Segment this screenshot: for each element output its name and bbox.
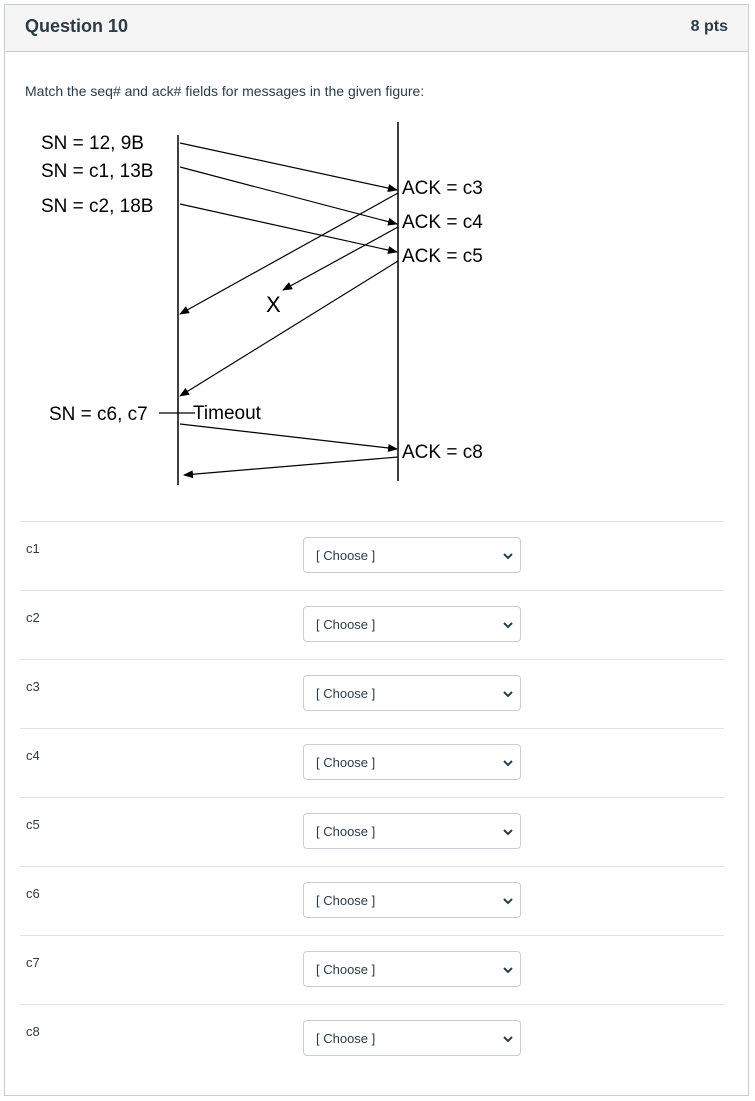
select-placeholder: [ Choose ] <box>316 755 376 770</box>
answer-select-c3[interactable] <box>303 675 521 711</box>
sequence-diagram <box>25 117 505 489</box>
select-placeholder: [ Choose ] <box>316 548 376 563</box>
question-title: Question 10 <box>25 16 129 36</box>
chevron-down-icon <box>502 826 514 838</box>
match-row-label: c7 <box>26 955 40 970</box>
match-row <box>20 659 724 728</box>
answer-select-c7[interactable] <box>303 951 521 987</box>
match-row <box>20 797 724 866</box>
sender-label-3: SN = c2, 18B <box>41 196 154 217</box>
loss-mark: X <box>266 292 281 317</box>
select-placeholder: [ Choose ] <box>316 1031 376 1046</box>
question-header <box>5 5 748 52</box>
sender-label-2: SN = c1, 13B <box>41 161 154 182</box>
retransmit-arrow <box>180 424 397 449</box>
match-row <box>20 935 724 1004</box>
match-row <box>20 590 724 659</box>
match-row <box>20 866 724 935</box>
match-row-label: c3 <box>26 679 40 694</box>
answer-select-c4[interactable] <box>303 744 521 780</box>
answer-select-c8[interactable] <box>303 1020 521 1056</box>
match-row <box>20 521 724 590</box>
select-placeholder: [ Choose ] <box>316 893 376 908</box>
chevron-down-icon <box>502 964 514 976</box>
retransmit-label: SN = c6, c7 <box>49 404 148 425</box>
match-row-label: c6 <box>26 886 40 901</box>
select-placeholder: [ Choose ] <box>316 686 376 701</box>
match-row-label: c2 <box>26 610 40 625</box>
matching-rows <box>20 521 724 1073</box>
final-ack-label: ACK = c8 <box>402 442 483 463</box>
sender-label-1: SN = 12, 9B <box>41 133 144 154</box>
segment-1-arrow <box>180 143 397 190</box>
final-ack-arrow <box>184 457 398 475</box>
timeout-label: Timeout <box>193 403 261 424</box>
ack-label-1: ACK = c3 <box>402 178 483 199</box>
ack-label-2: ACK = c4 <box>402 212 483 233</box>
match-row-label: c5 <box>26 817 40 832</box>
match-row-label: c8 <box>26 1024 40 1039</box>
question-points: 8 pts <box>690 18 728 35</box>
select-placeholder: [ Choose ] <box>316 962 376 977</box>
match-row-label: c1 <box>26 541 40 556</box>
sequence-diagram-figure <box>25 117 505 489</box>
match-row <box>20 1004 724 1073</box>
chevron-down-icon <box>502 1033 514 1045</box>
segment-2-arrow <box>180 167 397 224</box>
answer-select-c2[interactable] <box>303 606 521 642</box>
match-row-label: c4 <box>26 748 40 763</box>
chevron-down-icon <box>502 550 514 562</box>
ack-2-lost-arrow <box>283 227 398 290</box>
ack-3-arrow <box>180 261 398 396</box>
chevron-down-icon <box>502 757 514 769</box>
select-placeholder: [ Choose ] <box>316 617 376 632</box>
answer-select-c1[interactable] <box>303 537 521 573</box>
match-row <box>20 728 724 797</box>
question-prompt: Match the seq# and ack# fields for messages in the given figure: <box>25 83 425 99</box>
chevron-down-icon <box>502 619 514 631</box>
answer-select-c6[interactable] <box>303 882 521 918</box>
chevron-down-icon <box>502 895 514 907</box>
answer-select-c5[interactable] <box>303 813 521 849</box>
ack-label-3: ACK = c5 <box>402 246 483 267</box>
select-placeholder: [ Choose ] <box>316 824 376 839</box>
chevron-down-icon <box>502 688 514 700</box>
